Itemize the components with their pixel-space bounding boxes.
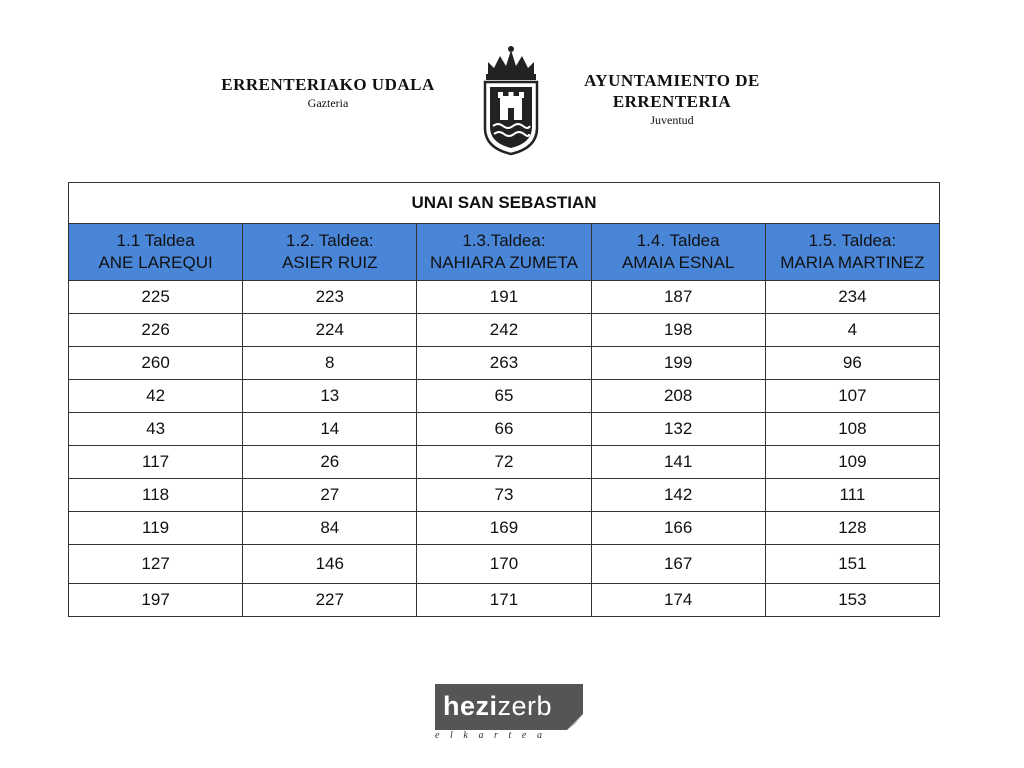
org-name-spanish-1: AYUNTAMIENTO DE — [584, 71, 760, 90]
header-left — [208, 74, 448, 111]
table-cell: 108 — [765, 413, 939, 446]
table-cell: 226 — [69, 314, 243, 347]
column-header — [765, 224, 939, 281]
column-person: MARIA MARTINEZ — [780, 253, 925, 272]
column-header — [243, 224, 417, 281]
table-cell: 187 — [591, 281, 765, 314]
table-row — [69, 413, 940, 446]
table-cell: 153 — [765, 584, 939, 617]
table-cell: 167 — [591, 545, 765, 584]
org-dept-spanish: Juventud — [650, 113, 694, 127]
logo-subtitle: elkartea — [435, 730, 553, 741]
table-row — [69, 545, 940, 584]
table-row — [69, 380, 940, 413]
table-cell: 142 — [591, 479, 765, 512]
table-cell: 171 — [417, 584, 591, 617]
table-cell: 141 — [591, 446, 765, 479]
table-cell: 208 — [591, 380, 765, 413]
header-right — [564, 70, 780, 128]
table-cell: 260 — [69, 347, 243, 380]
column-header — [69, 224, 243, 281]
table-cell: 43 — [69, 413, 243, 446]
table-cell: 146 — [243, 545, 417, 584]
table-cell: 223 — [243, 281, 417, 314]
table-row — [69, 281, 940, 314]
table-title: UNAI SAN SEBASTIAN — [69, 183, 940, 224]
logo-text — [443, 690, 552, 722]
table-cell: 170 — [417, 545, 591, 584]
table-cell: 13 — [243, 380, 417, 413]
table-cell: 72 — [417, 446, 591, 479]
table-row — [69, 314, 940, 347]
table-cell: 225 — [69, 281, 243, 314]
table-cell: 227 — [243, 584, 417, 617]
table-cell: 128 — [765, 512, 939, 545]
table-cell: 197 — [69, 584, 243, 617]
column-group: 1.3.Taldea: — [462, 231, 546, 250]
column-header — [591, 224, 765, 281]
logo-part-bold: hezi — [443, 691, 498, 721]
logo-box — [435, 684, 583, 730]
column-header-row — [69, 224, 940, 281]
table-cell: 119 — [69, 512, 243, 545]
table-cell: 96 — [765, 347, 939, 380]
table-cell: 8 — [243, 347, 417, 380]
column-group: 1.1 Taldea — [116, 231, 195, 250]
table-cell: 132 — [591, 413, 765, 446]
table-cell: 151 — [765, 545, 939, 584]
org-dept-basque: Gazteria — [307, 96, 349, 110]
table-cell: 234 — [765, 281, 939, 314]
table-cell: 169 — [417, 512, 591, 545]
org-name-spanish-2: ERRENTERIA — [612, 92, 732, 111]
table-cell: 14 — [243, 413, 417, 446]
column-group: 1.2. Taldea: — [285, 231, 374, 250]
table-cell: 42 — [69, 380, 243, 413]
table-row — [69, 584, 940, 617]
table-cell: 118 — [69, 479, 243, 512]
table-cell: 224 — [243, 314, 417, 347]
table-cell: 73 — [417, 479, 591, 512]
table-cell: 166 — [591, 512, 765, 545]
org-name-basque: ERRENTERIAKO UDALA — [221, 75, 435, 94]
table-row — [69, 479, 940, 512]
table-row — [69, 512, 940, 545]
table-cell: 242 — [417, 314, 591, 347]
table-row — [69, 347, 940, 380]
page-fold-icon — [567, 714, 583, 730]
table-cell: 117 — [69, 446, 243, 479]
column-person: ANE LAREQUI — [98, 253, 213, 272]
table-cell: 27 — [243, 479, 417, 512]
table-cell: 84 — [243, 512, 417, 545]
table-cell: 198 — [591, 314, 765, 347]
column-person: NAHIARA ZUMETA — [429, 253, 578, 272]
hezizerb-logo — [432, 684, 592, 742]
table-cell: 109 — [765, 446, 939, 479]
table-cell: 107 — [765, 380, 939, 413]
coat-of-arms-icon — [480, 44, 542, 156]
table-cell: 111 — [765, 479, 939, 512]
column-person: AMAIA ESNAL — [621, 253, 735, 272]
table-cell: 191 — [417, 281, 591, 314]
table-cell: 66 — [417, 413, 591, 446]
column-person: ASIER RUIZ — [282, 253, 378, 272]
table-cell: 263 — [417, 347, 591, 380]
scores-table — [68, 182, 940, 617]
table-cell: 4 — [765, 314, 939, 347]
column-header — [417, 224, 591, 281]
table-cell: 174 — [591, 584, 765, 617]
table-title-row — [69, 183, 940, 224]
logo-part-light: zerb — [497, 691, 553, 721]
column-group: 1.4. Taldea — [636, 231, 720, 250]
table-cell: 199 — [591, 347, 765, 380]
table-row — [69, 446, 940, 479]
table-cell: 65 — [417, 380, 591, 413]
table-cell: 127 — [69, 545, 243, 584]
column-group: 1.5. Taldea: — [808, 231, 897, 250]
table-cell: 26 — [243, 446, 417, 479]
